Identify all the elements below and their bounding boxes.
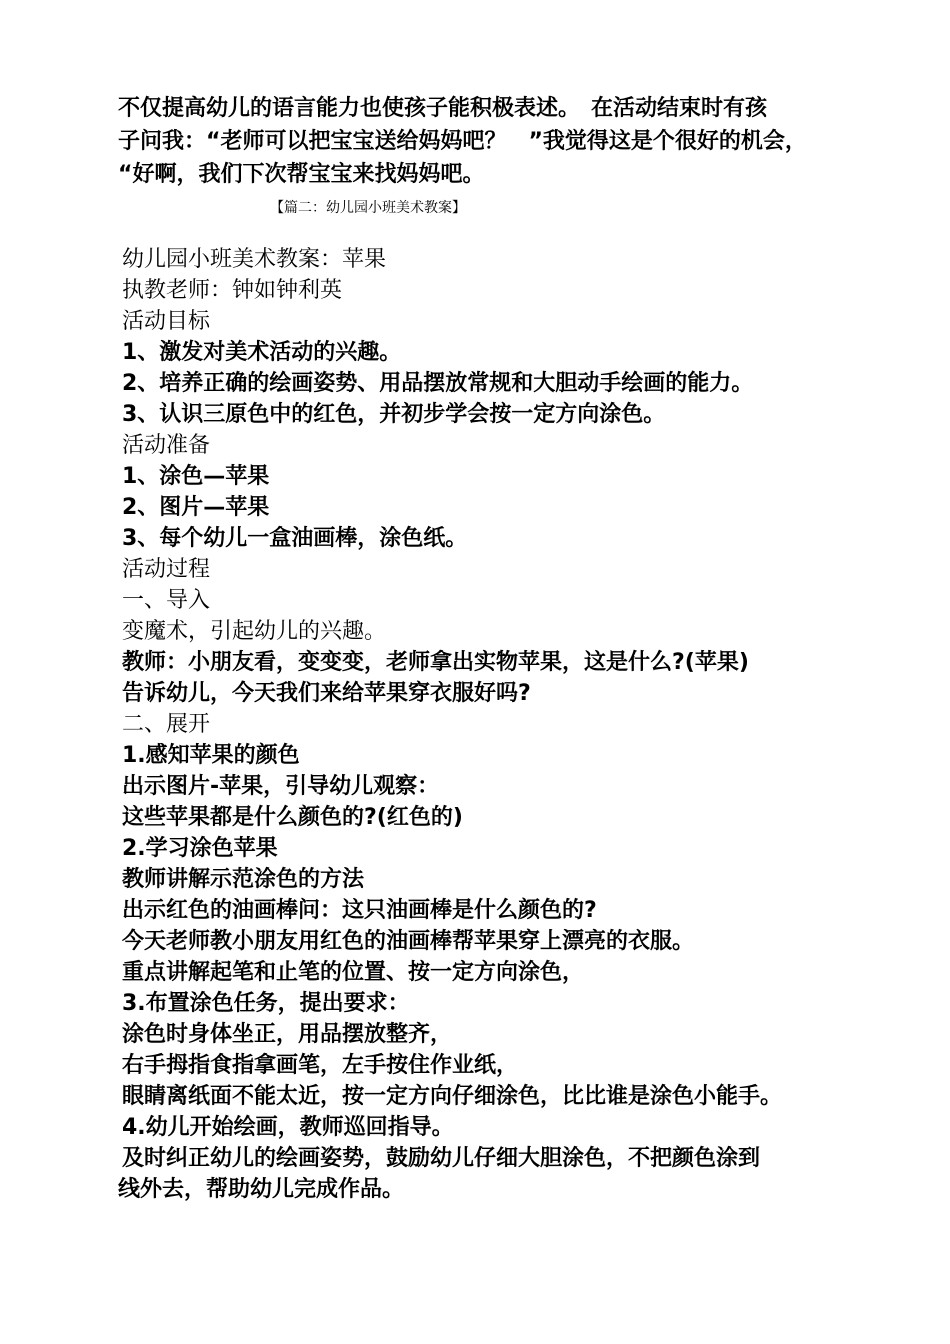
intro-line-2: 子问我：“老师可以把宝宝送给妈妈吧？ ”我觉得这是个很好的机会， <box>118 129 807 154</box>
process-line: 变魔术，引起幼儿的兴趣。 <box>122 619 387 644</box>
process-line: 2.学习涂色苹果 <box>122 836 278 861</box>
process-line: 眼睛离纸面不能太近，按一定方向仔细涂色，比比谁是涂色小能手。 <box>122 1084 783 1109</box>
process-line: 右手拇指食指拿画笔，左手按住作业纸， <box>122 1053 519 1078</box>
prep-item: 3、每个幼儿一盒油画棒，涂色纸。 <box>122 526 468 551</box>
process-line: 今天老师教小朋友用红色的油画棒帮苹果穿上漂亮的衣服。 <box>122 929 695 954</box>
process-line: 告诉幼儿，今天我们来给苹果穿衣服好吗? <box>122 681 531 706</box>
process-line: 二、展开 <box>122 712 211 737</box>
process-line: 涂色时身体坐正，用品摆放整齐， <box>122 1022 453 1047</box>
process-line: 重点讲解起笔和止笔的位置、按一定方向涂色， <box>122 960 585 985</box>
process-heading: 活动过程 <box>122 557 211 582</box>
process-line: 线外去，帮助幼儿完成作品。 <box>118 1177 405 1202</box>
goal-heading: 活动目标 <box>122 309 211 334</box>
intro-line-1: 不仅提高幼儿的语言能力也使孩子能积极表述。 在活动结束时有孩 <box>118 96 768 121</box>
prep-heading: 活动准备 <box>122 433 211 458</box>
process-line: 教师讲解示范涂色的方法 <box>122 867 365 892</box>
process-line: 3.布置涂色任务，提出要求： <box>122 991 410 1016</box>
lesson-title: 幼儿园小班美术教案：苹果 <box>122 247 387 272</box>
prep-item: 2、图片—苹果 <box>122 495 270 520</box>
section-heading: 【篇二：幼儿园小班美术教案】 <box>270 200 466 216</box>
intro-line-3: “好啊，我们下次帮宝宝来找妈妈吧。 <box>118 162 485 187</box>
process-line: 出示红色的油画棒问：这只油画棒是什么颜色的? <box>122 898 597 923</box>
prep-item: 1、涂色—苹果 <box>122 464 270 489</box>
process-line: 一、导入 <box>122 588 211 613</box>
process-line: 4.幼儿开始绘画，教师巡回指导。 <box>122 1115 454 1140</box>
process-line: 1.感知苹果的颜色 <box>122 743 300 768</box>
lesson-teacher: 执教老师：钟如钟利英 <box>122 278 343 303</box>
process-line: 这些苹果都是什么颜色的?(红色的) <box>122 805 463 830</box>
goal-item: 3、认识三原色中的红色，并初步学会按一定方向涂色。 <box>122 402 666 427</box>
process-line: 教师：小朋友看，变变变，老师拿出实物苹果，这是什么?(苹果) <box>122 650 749 675</box>
process-line: 出示图片-苹果，引导幼儿观察： <box>122 774 440 799</box>
process-line: 及时纠正幼儿的绘画姿势，鼓励幼儿仔细大胆涂色，不把颜色涂到 <box>122 1146 761 1171</box>
goal-item: 2、培养正确的绘画姿势、用品摆放常规和大胆动手绘画的能力。 <box>122 371 754 396</box>
goal-item: 1、激发对美术活动的兴趣。 <box>122 340 402 365</box>
